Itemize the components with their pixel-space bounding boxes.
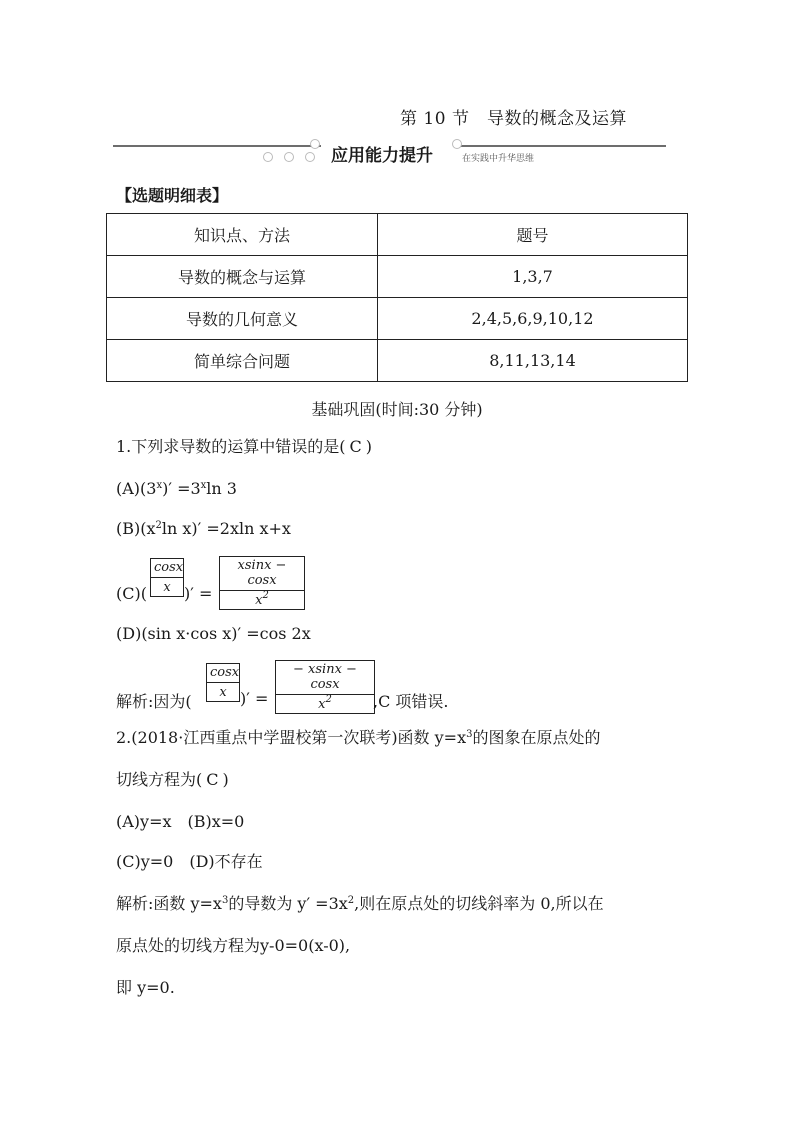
opt-text: (A)(3 — [116, 479, 157, 498]
fraction-denominator — [276, 695, 374, 713]
table-cell: 导数的概念与运算 — [107, 256, 378, 298]
opt-sup: x — [156, 480, 163, 491]
fraction-denominator: x — [163, 580, 171, 595]
q2-text: ) — [222, 770, 229, 789]
q2-sup: 3 — [466, 729, 473, 740]
den-base: x — [255, 593, 263, 608]
q2-sol-text: 的导数为 y′ =3x — [228, 894, 348, 913]
fraction-numerator: xsinx − cosx — [220, 557, 304, 591]
table-header-cell: 题号 — [378, 214, 688, 256]
opt-text: (B)(x — [116, 519, 156, 538]
opt-text: ln x)′ =2xln x+x — [161, 519, 291, 538]
q1-solution-prefix: 解析:因为( — [116, 692, 192, 711]
fraction-denominator — [220, 591, 304, 609]
q2-solution-line3: 即 y=0. — [116, 978, 175, 997]
q2-solution-line1 — [116, 894, 604, 914]
banner-subtitle: 在实践中升华思维 — [462, 154, 535, 164]
q2-text: 2.(2018·江西重点中学盟校第一次联考)函数 y=x — [116, 728, 467, 747]
detail-table-label: 【选题明细表】 — [116, 186, 229, 205]
fraction-numerator: cosx — [207, 664, 239, 683]
q2-options-ab: (A)y=x (B)x=0 — [116, 812, 245, 831]
fraction-cosx-over-x — [150, 558, 184, 597]
table-cell: 简单综合问题 — [107, 340, 378, 382]
q2-sol-text: 解析:函数 y=x — [116, 894, 222, 913]
q1-stem-end: ) — [365, 437, 373, 456]
opt-sup: x — [200, 480, 207, 491]
fraction-numerator: − xsinx − cosx — [276, 661, 374, 695]
opt-sup: 2 — [155, 520, 162, 531]
fraction-result-solution — [275, 660, 375, 714]
table-header-cell: 知识点、方法 — [107, 214, 378, 256]
den-sup: 2 — [262, 590, 269, 601]
q1-solution-mid: )′ = — [240, 689, 269, 708]
table-cell: 8,11,13,14 — [378, 340, 688, 382]
table-cell: 1,3,7 — [378, 256, 688, 298]
fraction-result-c — [219, 556, 305, 610]
banner-dot — [284, 152, 294, 162]
banner-title: 应用能力提升 — [331, 146, 433, 166]
q2-text: 的图象在原点处的 — [472, 728, 601, 747]
q1-stem — [116, 437, 372, 457]
fraction-denominator: x — [219, 685, 227, 700]
table-cell: 导数的几何意义 — [107, 298, 378, 340]
table-row — [107, 256, 688, 298]
q2-sup: 3 — [221, 895, 229, 906]
q2-stem-line1 — [116, 728, 601, 748]
opt-text: )′ =3 — [162, 479, 201, 498]
q2-stem-line2 — [116, 770, 229, 790]
q2-sup: 2 — [347, 895, 355, 906]
q1-answer: C — [349, 437, 362, 456]
q2-text: 切线方程为( — [116, 770, 203, 789]
banner-dot — [263, 152, 273, 162]
fraction-numerator: cosx — [151, 559, 183, 578]
fraction-cosx-over-x — [206, 663, 240, 702]
opt-text: ln 3 — [206, 479, 237, 498]
banner-dot — [452, 139, 462, 149]
banner-line-left — [113, 145, 321, 147]
section-title: 第 10 节 导数的概念及运算 — [400, 109, 627, 129]
detail-table — [106, 213, 688, 382]
banner-dot — [305, 152, 315, 162]
q2-options-cd: (C)y=0 (D)不存在 — [116, 852, 263, 871]
q1-stem-text: 1.下列求导数的运算中错误的是( — [116, 437, 346, 456]
q1-option-b — [116, 519, 291, 539]
part-heading: 基础巩固(时间:30 分钟) — [311, 400, 483, 419]
table-row — [107, 340, 688, 382]
table-header-row — [107, 214, 688, 256]
q2-solution-line2: 原点处的切线方程为y-0=0(x-0), — [116, 936, 351, 955]
banner-line-right — [456, 145, 666, 147]
q2-sol-text: ,则在原点处的切线斜率为 0,所以在 — [354, 894, 604, 913]
q1-option-a — [116, 479, 237, 499]
den-sup: 2 — [325, 694, 332, 705]
q1-option-c-prefix: (C)( — [116, 584, 147, 603]
banner-dot — [310, 139, 320, 149]
table-row — [107, 298, 688, 340]
q1-option-d: (D)(sin x·cos x)′ =cos 2x — [116, 624, 311, 643]
q1-option-c-mid: )′ = — [184, 584, 213, 603]
q1-solution-end: ,C 项错误. — [373, 692, 449, 711]
table-cell: 2,4,5,6,9,10,12 — [378, 298, 688, 340]
den-base: x — [318, 697, 326, 712]
q2-answer: C — [206, 770, 219, 789]
